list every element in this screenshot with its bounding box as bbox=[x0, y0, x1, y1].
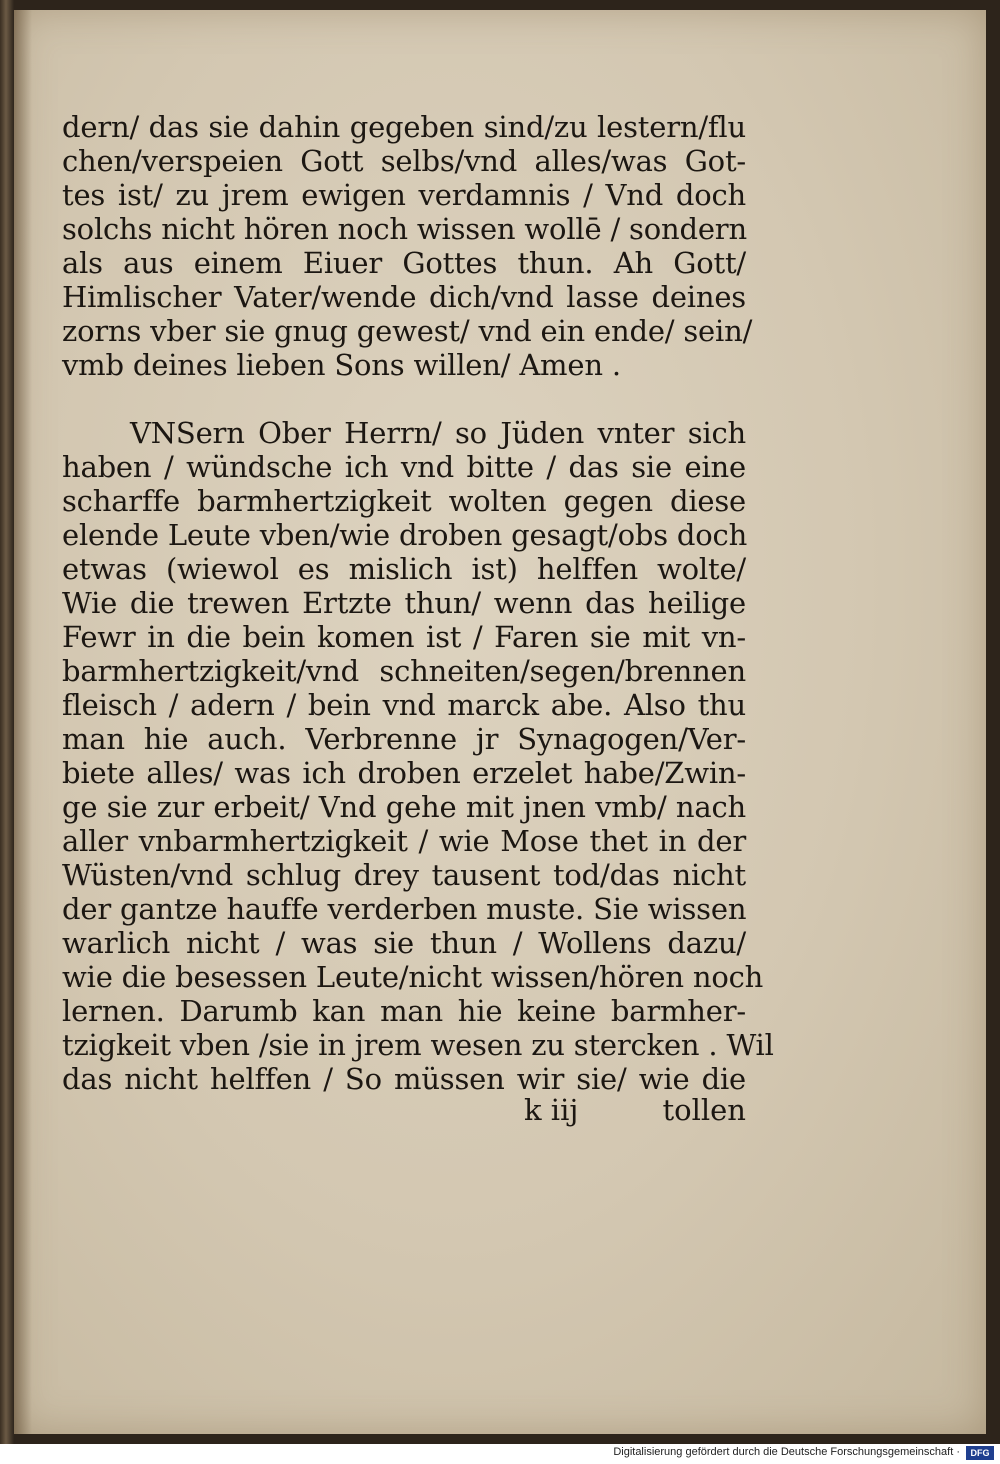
text-line: vmb deines lieben Sons willen/ Amen . bbox=[62, 348, 621, 382]
text-line: Wüsten/vnd schlug drey tausent tod/das nicht bbox=[62, 858, 746, 892]
text-line: Himlischer Vater/wende dich/vnd lasse deines bbox=[62, 280, 746, 314]
text-line: scharffe barmhertzigkeit wolten gegen diese bbox=[62, 484, 746, 518]
text-line: tes ist/ zu jrem ewigen verdamnis / Vnd doch bbox=[62, 178, 746, 212]
page-text bbox=[62, 110, 774, 1096]
text-line: chen/verspeien Gott selbs/vnd alles/was Got- bbox=[62, 144, 746, 178]
text-line: biete alles/ was ich droben erzelet habe/Zwin- bbox=[62, 756, 746, 790]
text-line: barmhertzigkeit/vnd schneiten/segen/brennen bbox=[62, 654, 746, 688]
dfg-logo-icon: DFG bbox=[966, 1446, 994, 1460]
text-line: tzigkeit vben /sie in jrem wesen zu stercken . Wil bbox=[62, 1028, 774, 1062]
paragraph-2 bbox=[62, 416, 774, 1096]
text-line: lernen. Darumb kan man hie keine barmher- bbox=[62, 994, 746, 1028]
footer-bar bbox=[0, 1444, 1000, 1464]
text-line: solchs nicht hören noch wissen wollē / sondern bbox=[62, 212, 747, 246]
signature-mark: k iij bbox=[524, 1093, 579, 1127]
text-line: das nicht helffen / So müssen wir sie/ wie die bbox=[62, 1062, 746, 1096]
text-line: zorns vber sie gnug gewest/ vnd ein ende/ sein/ bbox=[62, 314, 753, 348]
page-foot-line bbox=[62, 1093, 746, 1127]
text-line: man hie auch. Verbrenne jr Synagogen/Ver- bbox=[62, 722, 746, 756]
text-line: elende Leute vben/wie droben gesagt/obs doch bbox=[62, 518, 748, 552]
text-line: warlich nicht / was sie thun / Wollens dazu/ bbox=[62, 926, 746, 960]
text-line: haben / wündsche ich vnd bitte / das sie eine bbox=[62, 450, 746, 484]
text-line: VNSern Ober Herrn/ so Jüden vnter sich bbox=[130, 416, 746, 450]
text-line: dern/ das sie dahin gegeben sind/zu lestern/flu bbox=[62, 110, 746, 144]
book-page bbox=[14, 10, 986, 1434]
catchword: tollen bbox=[662, 1093, 746, 1127]
paragraph-1 bbox=[62, 110, 753, 382]
text-line: ge sie zur erbeit/ Vnd gehe mit jnen vmb/ nach bbox=[62, 790, 746, 824]
text-line: fleisch / adern / bein vnd marck abe. Also thu bbox=[62, 688, 746, 722]
text-line: Fewr in die bein komen ist / Faren sie mit vn- bbox=[62, 620, 746, 654]
text-line: als aus einem Eiuer Gottes thun. Ah Gott/ bbox=[62, 246, 746, 280]
text-line: Wie die trewen Ertzte thun/ wenn das heilige bbox=[62, 586, 746, 620]
text-line: etwas (wiewol es mislich ist) helffen wolte/ bbox=[62, 552, 746, 586]
text-line: aller vnbarmhertzigkeit / wie Mose thet in der bbox=[62, 824, 746, 858]
text-line: der gantze hauffe verderben muste. Sie wissen bbox=[62, 892, 747, 926]
paragraph-gap bbox=[62, 382, 746, 416]
text-line: wie die besessen Leute/nicht wissen/hören noch bbox=[62, 960, 764, 994]
footer-credit: Digitalisierung gefördert durch die Deutsche Forschungsgemeinschaft · bbox=[613, 1446, 960, 1458]
